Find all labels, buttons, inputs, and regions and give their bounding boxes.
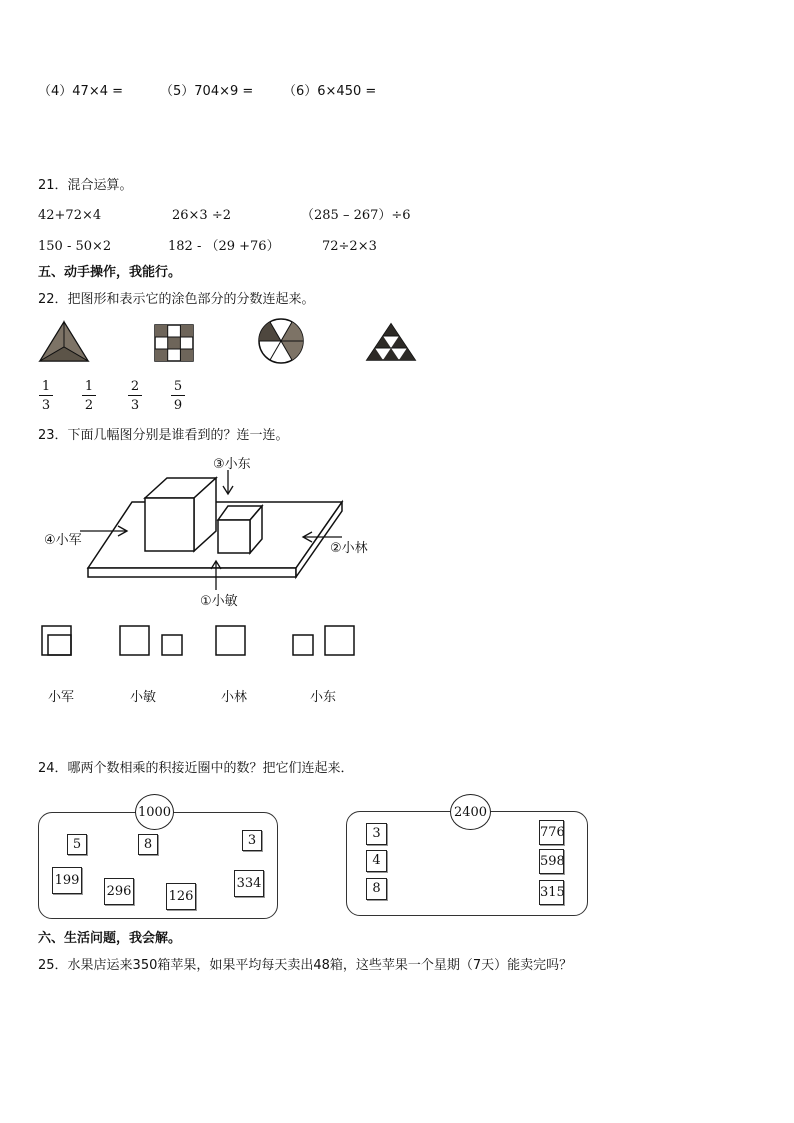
number-box[interactable]: 199 [52,867,82,894]
q21-expr: 26×3 ÷2 [172,208,232,223]
view-nested-squares [42,626,71,655]
view-single-square [216,626,245,655]
number-box[interactable]: 315 [539,880,564,905]
q21-expr: 150 - 50×2 [38,239,112,254]
q21-expr: 42+72×4 [38,208,102,223]
section-6-title: 六、生活问题，我会解。 [38,931,182,946]
number-box[interactable]: 296 [104,878,134,905]
fraction-five-ninths: 5 9 [170,380,186,412]
q20-item-6: （6）6×450 = [283,84,377,99]
q21-expr: 72÷2×3 [322,239,377,254]
q20-item-5: （5）704×9 = [160,84,254,99]
label-xiaomin: ①小敏 [200,594,238,609]
fraction-one-third: 1 3 [38,380,54,412]
number-box[interactable]: 4 [366,850,387,872]
number-box[interactable]: 334 [234,870,264,897]
q21-title: 21．混合运算。 [38,178,133,193]
target-circle-2400: 2400 [450,794,491,830]
name-xiaolin: 小林 [221,690,248,705]
number-box[interactable]: 8 [138,834,158,855]
label-xiaojun: ④小军 [44,533,82,548]
name-xiaojun: 小军 [48,690,75,705]
label-xiaodong: ③小东 [213,457,251,472]
view-small-big [293,626,354,655]
view-big-small [120,626,182,655]
number-box[interactable]: 3 [366,823,387,845]
fraction-one-half: 1 2 [81,380,97,412]
q23-title: 23．下面几幅图分别是谁看到的？连一连。 [38,428,289,443]
number-box[interactable]: 8 [366,878,387,900]
q21-expr: （285 – 267）÷6 [301,208,411,223]
section-5-title: 五、动手操作，我能行。 [38,265,182,280]
name-xiaomin: 小敏 [130,690,157,705]
number-box[interactable]: 3 [242,830,262,851]
name-xiaodong: 小东 [310,690,337,705]
number-box[interactable]: 5 [67,834,87,855]
q25-title: 25．水果店运来350箱苹果，如果平均每天卖出48箱，这些苹果一个星期（7天）能卖完吗？ [38,958,573,973]
fraction-two-thirds: 2 3 [127,380,143,412]
q24-title: 24．哪两个数相乘的积接近圈中的数？把它们连起来． [38,761,354,776]
number-box[interactable]: 126 [166,883,196,910]
q20-item-4: （4）47×4 = [38,84,124,99]
number-box[interactable]: 598 [539,849,564,874]
q21-expr: 182 - （29 +76） [168,239,280,254]
number-box[interactable]: 776 [539,820,564,845]
label-xiaolin: ②小林 [330,541,368,556]
target-circle-1000: 1000 [135,794,174,830]
q22-title: 22．把图形和表示它的涂色部分的分数连起来。 [38,292,315,307]
